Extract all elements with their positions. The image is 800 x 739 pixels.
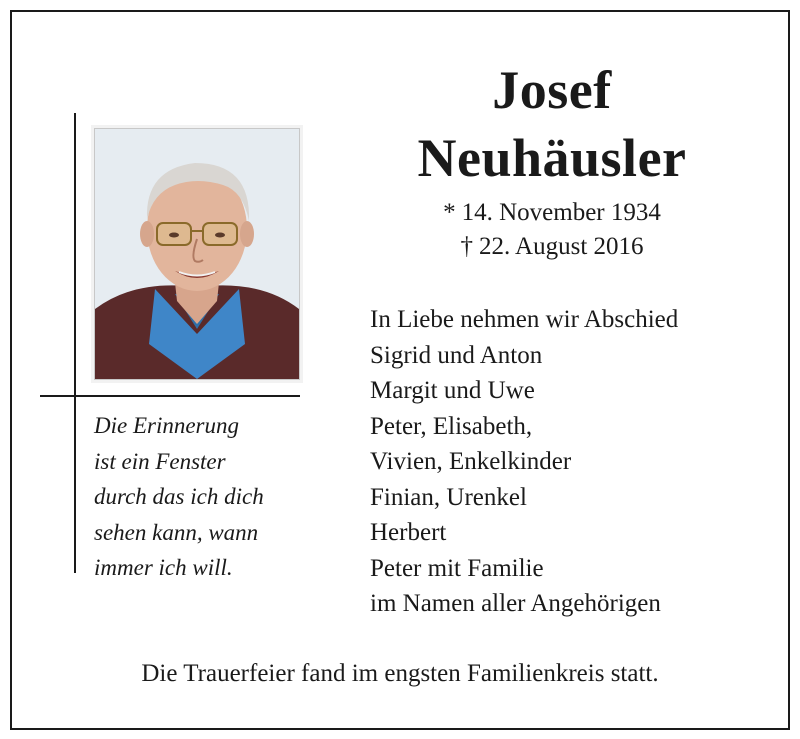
quote-line: Die Erinnerung [94, 413, 240, 438]
mourner-line: Sigrid und Anton [370, 341, 543, 369]
cross-vertical-line [74, 113, 76, 573]
mourner-line: Herbert [370, 519, 447, 546]
birth-date-line [372, 196, 732, 230]
quote-line: durch das ich dich [94, 484, 264, 509]
mourner-line: im Namen aller Angehörigen [370, 590, 661, 617]
mourner-line: Margit und Uwe [370, 377, 535, 404]
portrait-photo [94, 128, 300, 380]
death-date-line [372, 230, 732, 264]
quote-line: ist ein Fenster [94, 448, 226, 474]
mourner-line: Peter mit Familie [370, 554, 544, 582]
farewell-line: In Liebe nehmen wir Abschied [370, 306, 679, 333]
death-date: 22. August 2016 [478, 233, 644, 260]
mourner-line: Finian, Urenkel [370, 483, 527, 511]
star-icon: * [443, 199, 456, 226]
memorial-quote [94, 408, 264, 586]
mourner-line: Vivien, Enkelkinder [370, 448, 572, 475]
mourners-list [370, 302, 678, 622]
funeral-note: Die Trauerfeier fand im engsten Familienkreis statt. [141, 660, 659, 687]
last-name: Neuhäusler [417, 128, 687, 188]
quote-line: sehen kann, wann [94, 519, 259, 545]
first-name: Josef [492, 60, 612, 120]
quote-line: immer ich will. [94, 555, 233, 580]
cross-icon: † [460, 233, 473, 260]
birth-date: 14. November 1934 [461, 199, 661, 226]
portrait-illustration [95, 129, 299, 379]
mourner-line: Peter, Elisabeth, [370, 412, 533, 440]
cross-horizontal-line [40, 395, 300, 397]
